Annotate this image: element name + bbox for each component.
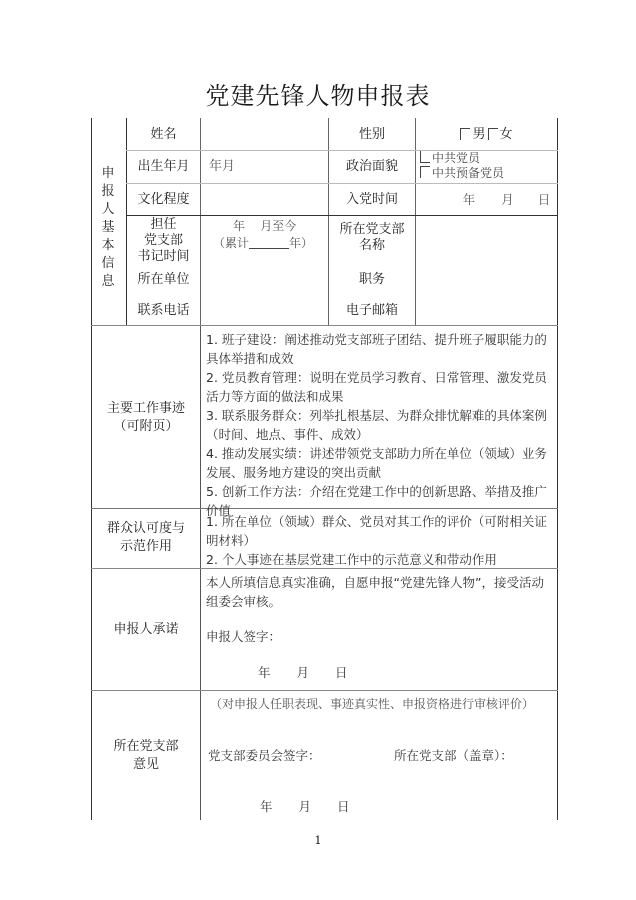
applicant-signature-field[interactable] [285,625,545,647]
main-work-item: 4. 推动发展实绩：讲述带领党支部助力所在单位（领域）业务发展、服务地方建设的突出贡献 [206,446,547,480]
workplace-label: 所在单位 [137,271,190,287]
document-title: 党建先锋人物申报表 [205,82,431,110]
political-option-member[interactable]: 中共党员 [420,151,557,166]
section-divider [91,690,558,691]
section-divider [91,325,558,326]
section-label-char: 信 [101,256,115,271]
section-label-char: 基 [101,220,115,235]
birth-field[interactable]: 年月 [209,159,236,174]
gender-female-label: 女 [499,126,513,142]
gender-field [416,118,557,150]
gender-male-label: 男 [472,126,486,142]
branch-seal-label: 所在党支部（盖章）： [394,748,513,763]
phone-label: 联系电话 [137,302,190,318]
secretary-tenure-label: 担任 党支部 书记时间 [137,217,190,264]
recognition-item: 1. 所在单位（领域）群众、党员对其工作的评价（可附相关证明材料） [206,514,547,548]
join-date-label: 入党时间 [345,191,398,207]
recognition-label: 群众认可度与 示范作用 [106,521,185,554]
join-date-field[interactable] [416,183,557,215]
main-work-item: 5. 创新工作方法：介绍在党建工作中的创新思路、举措及推广价值 [206,484,547,518]
page-number: 1 [314,834,322,847]
section-label-char: 人 [101,202,115,217]
commitment-statement: 本人所填信息真实准确，自愿申报“党建先锋人物”，接受活动组委会审核。 [206,575,544,609]
position-field[interactable] [416,266,557,292]
main-work-label: 主要工作事迹 （可附页） [106,401,185,434]
recognition-item: 2. 个人事迹在基层党建工作中的示范意义和带动作用 [206,552,497,567]
table-border-right [557,118,558,820]
main-work-item: 2. 党员教育管理：说明在党员学习教育、日常管理、激发党员活力等方面的做法和成果 [206,370,547,404]
branch-name-field[interactable] [416,216,557,266]
branch-opinion-instruction: （对申报人任职表现、事迹真实性、申报资格进行审核评价） [210,697,535,711]
recognition-content[interactable] [206,512,555,569]
join-year: 年 [462,191,476,207]
main-work-item: 3. 联系服务群众：列举扎根基层、为群众排忧解难的具体案例（时间、地点、事件、成效） [206,408,547,442]
email-label: 电子邮箱 [345,302,398,318]
gender-male-checkbox[interactable] [460,128,470,140]
section-label-char: 本 [101,238,115,253]
branch-opinion-label: 所在党支部 意见 [113,739,179,772]
section-label-char: 报 [101,184,115,199]
table-border-left [91,118,92,820]
join-month: 月 [501,191,514,207]
political-label: 政治面貌 [345,159,398,174]
checkbox-icon [420,151,430,163]
secretary-tenure-field[interactable]: 年 月至今 （累计 年） [213,219,314,250]
birth-label: 出生年月 [137,159,190,174]
branch-name-label: 所在党支部 名称 [339,222,405,253]
phone-field[interactable] [201,296,328,324]
checkbox-icon [420,166,430,178]
join-day: 日 [537,191,551,207]
commitment-date[interactable]: 年 月 日 [258,665,348,680]
workplace-field[interactable] [201,266,328,292]
section-label-char: 息 [101,274,115,289]
tenure-years-blank[interactable] [249,236,289,249]
branch-opinion-date[interactable]: 年 月 日 [260,799,350,814]
email-field[interactable] [416,296,557,324]
gender-female-checkbox[interactable] [488,128,498,140]
committee-signature-label: 党支部委员会签字： [208,748,321,763]
education-field[interactable] [201,183,328,215]
commitment-label: 申报人承诺 [113,622,179,637]
applicant-signature-label: 申报人签字： [206,629,282,644]
education-label: 文化程度 [137,191,190,207]
gender-label: 性别 [358,126,385,142]
lower-label-border [200,325,201,820]
branch-opinion-field[interactable] [206,716,555,744]
position-label: 职务 [358,271,385,287]
section-label-char: 申 [101,166,115,181]
main-work-item: 1. 班子建设：阐述推动党支部班子团结、提升班子履职能力的具体举措和成效 [206,332,547,366]
main-work-content[interactable] [206,330,555,520]
name-label: 姓名 [150,126,177,142]
political-option-probationary[interactable]: 中共预备党员 [420,166,557,181]
name-field[interactable] [201,118,328,150]
political-options [420,151,557,183]
